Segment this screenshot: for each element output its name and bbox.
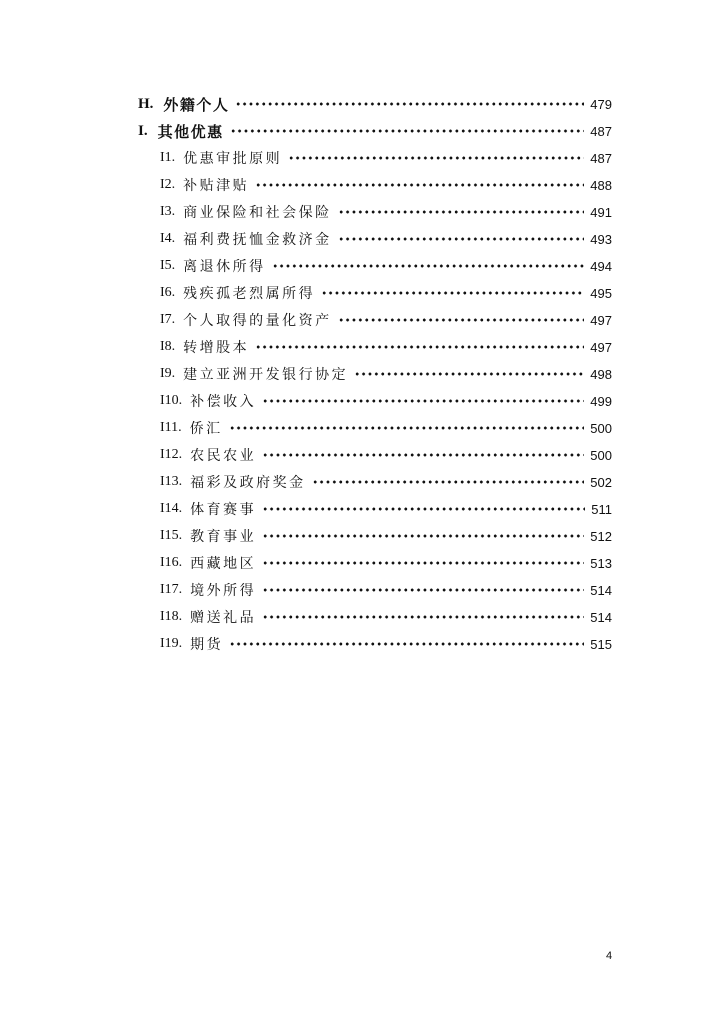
dot-leader — [338, 318, 585, 322]
dot-leader — [235, 102, 584, 106]
toc-code: I6. — [160, 285, 176, 300]
toc-page: 494 — [590, 258, 612, 274]
toc-entry-h[interactable] — [138, 94, 612, 114]
toc-title: 补贴津贴 — [183, 178, 250, 194]
toc-code: I7. — [160, 312, 176, 327]
toc-title: 福彩及政府奖金 — [190, 475, 306, 491]
toc-title: 外籍个人 — [163, 95, 230, 114]
toc-page: 515 — [590, 636, 612, 652]
toc-page: 487 — [590, 150, 612, 166]
toc-code: I12. — [160, 447, 183, 462]
dot-leader — [354, 372, 584, 376]
dot-leader — [262, 399, 584, 403]
toc-entry-i14[interactable] — [160, 499, 612, 519]
dot-leader — [229, 426, 585, 430]
toc-page: 513 — [590, 555, 612, 571]
toc-title: 个人取得的量化资产 — [183, 313, 332, 329]
toc-code: I15. — [160, 528, 183, 543]
toc-title: 残疾孤老烈属所得 — [183, 286, 316, 302]
dot-leader — [229, 642, 584, 646]
toc-page: 512 — [590, 528, 612, 544]
dot-leader — [262, 615, 584, 619]
dot-leader — [262, 534, 584, 538]
dot-leader — [288, 156, 584, 160]
dot-leader — [272, 264, 585, 268]
toc-page: 487 — [590, 123, 612, 139]
toc-code: I14. — [160, 501, 183, 516]
toc-title: 赠送礼品 — [190, 610, 257, 626]
toc-entry-i1[interactable] — [160, 148, 612, 168]
toc-entry-i15[interactable] — [160, 526, 612, 546]
dot-leader — [255, 183, 584, 187]
toc-code: I19. — [160, 636, 183, 651]
toc-code: I8. — [160, 339, 176, 354]
toc-code: I10. — [160, 393, 183, 408]
toc-page: 479 — [590, 96, 612, 112]
toc-entry-i3[interactable] — [160, 202, 612, 222]
toc-page: 488 — [590, 177, 612, 193]
dot-leader — [262, 453, 584, 457]
toc-code: I3. — [160, 204, 176, 219]
toc-code: I17. — [160, 582, 183, 597]
toc-code: I5. — [160, 258, 176, 273]
toc-page: 514 — [590, 609, 612, 625]
toc-code: I11. — [160, 420, 182, 435]
toc-page: 511 — [591, 501, 612, 517]
toc-code: I4. — [160, 231, 176, 246]
toc-page: 502 — [590, 474, 612, 490]
toc-entry-i5[interactable] — [160, 256, 612, 276]
toc-entry-i2[interactable] — [160, 175, 612, 195]
toc-entry-i8[interactable] — [160, 337, 612, 357]
toc-code: I18. — [160, 609, 183, 624]
toc-page: 491 — [590, 204, 612, 220]
toc-entry-i11[interactable] — [160, 418, 612, 438]
toc-title: 建立亚洲开发银行协定 — [183, 367, 349, 383]
toc-page: 497 — [590, 339, 612, 355]
toc-code: I13. — [160, 474, 183, 489]
toc-entry-i17[interactable] — [160, 580, 612, 600]
toc-page: 514 — [590, 582, 612, 598]
toc-title: 优惠审批原则 — [183, 151, 283, 167]
dot-leader — [338, 237, 585, 241]
toc-entry-i4[interactable] — [160, 229, 612, 249]
toc-entry-i7[interactable] — [160, 310, 612, 330]
toc-title: 境外所得 — [190, 583, 257, 599]
toc-code: I9. — [160, 366, 176, 381]
toc-title: 补偿收入 — [190, 394, 257, 410]
toc-entry-i6[interactable] — [160, 283, 612, 303]
toc-page: 500 — [590, 447, 612, 463]
page-number: 4 — [606, 950, 613, 962]
toc-code: I16. — [160, 555, 183, 570]
toc-entry-i12[interactable] — [160, 445, 612, 465]
toc-title: 侨汇 — [189, 421, 223, 437]
toc-entry-i13[interactable] — [160, 472, 612, 492]
toc-title: 其他优惠 — [157, 122, 224, 141]
toc-title: 福利费抚恤金救济金 — [183, 232, 332, 248]
dot-leader — [312, 480, 585, 484]
toc-entry-i9[interactable] — [160, 364, 612, 384]
toc-entry-i10[interactable] — [160, 391, 612, 411]
toc-title: 商业保险和社会保险 — [183, 205, 332, 221]
toc-title: 农民农业 — [190, 448, 257, 464]
dot-leader — [321, 291, 584, 295]
toc-page: 497 — [590, 312, 612, 328]
toc-title: 教育事业 — [190, 529, 257, 545]
toc-title: 转增股本 — [183, 340, 250, 356]
toc-code: I1. — [160, 150, 176, 165]
toc-title: 西藏地区 — [190, 556, 257, 572]
dot-leader — [262, 588, 584, 592]
toc-page: 493 — [590, 231, 612, 247]
toc-entry-i[interactable] — [138, 121, 612, 141]
toc-page: 498 — [590, 366, 612, 382]
toc-entry-i16[interactable] — [160, 553, 612, 573]
toc-code: I2. — [160, 177, 176, 192]
dot-leader — [230, 129, 585, 133]
toc-page: 499 — [590, 393, 612, 409]
toc-page: 495 — [590, 285, 612, 301]
toc-title: 离退休所得 — [183, 259, 266, 275]
toc-entry-i19[interactable] — [160, 634, 612, 654]
toc-code: I. — [138, 122, 148, 139]
dot-leader — [262, 507, 585, 511]
dot-leader — [255, 345, 584, 349]
dot-leader — [262, 561, 584, 565]
toc-page: 500 — [590, 420, 612, 436]
toc-entry-i18[interactable] — [160, 607, 612, 627]
toc-code: H. — [138, 95, 154, 112]
toc-title: 体育赛事 — [190, 502, 257, 518]
dot-leader — [338, 210, 585, 214]
toc-title: 期货 — [190, 637, 224, 653]
